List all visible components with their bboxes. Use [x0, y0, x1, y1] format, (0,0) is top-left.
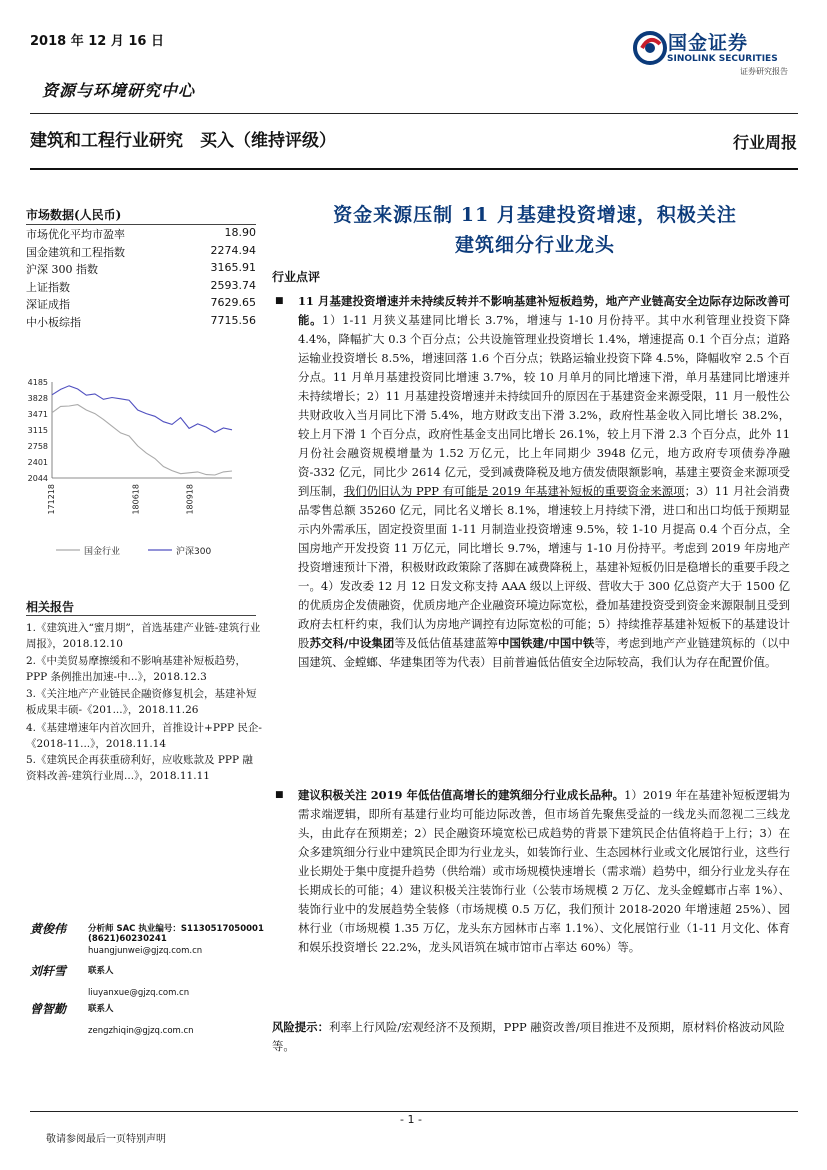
- paragraph-1: [298, 292, 790, 672]
- analyst-role: 联系人: [88, 966, 114, 976]
- analyst-role: 分析师 SAC 执业编号：S1130517050001: [88, 924, 264, 934]
- market-data-title: 市场数据(人民币): [26, 208, 122, 222]
- related-reports-title: 相关报告: [26, 600, 75, 614]
- report-type: 行业周报: [732, 133, 797, 152]
- x-tick-label: 180618: [131, 484, 141, 515]
- paragraph-2: [298, 786, 790, 957]
- risk-text: 利率上行风险/宏观经济不及预期，PPP 融资改善/项目推进不及预期，原材料价格波动风险等。: [272, 1020, 785, 1053]
- market-row: [26, 314, 256, 332]
- market-key: 上证指数: [26, 280, 70, 294]
- market-row: [26, 226, 256, 244]
- analyst-email[interactable]: liuyanxue@gjzq.com.cn: [88, 988, 190, 998]
- bullet-icon: ■: [275, 296, 284, 306]
- analyst-name: 黄俊伟: [30, 922, 67, 936]
- p1-company-2: 中国铁建/中国中铁: [498, 636, 595, 650]
- p1-text-b: ；3）11 月社会消费品零售总额 35260 亿元，同比名义增长 8.1%，增速较上月持续下滑，进口和出口均低于预期显示内外需承压，固定投资里面 1-11 月制造业投资增速 9.5%，较 1-10 月提高 0.4 个百分点，全国房地产开发投资 11 万亿元，同比增长 9.7%，增速与 1-10 月份持平。考虑到 2019 年房地产投资增速预计下滑，积极财政政策除了落脚在减费降税上，基建补短板仍旧是稳增长的重要手段之一。4）发改委 12 月 12 日发文称支持 AAA 级以上评级、营收大于 300 亿总资产大于 1500 亿的优质房企发债融资，优质房地产企业融资环境边际宽松，叠加基建投资受到资金来源限制且受到政府去杠杆约束，我们认为房地产调控有边际宽松的可能；5）持续推荐基建补短板下的基建设计股: [298, 484, 790, 650]
- report-title-line1: 资金来源压制 11 月基建投资增速，积极关注: [333, 204, 737, 226]
- header-rule-thick: [30, 168, 798, 170]
- y-tick-label: 2401: [27, 457, 48, 467]
- analyst-name: 刘轩雪: [30, 964, 67, 978]
- logo-sub-text: 证券研究报告: [740, 67, 788, 76]
- p1-company-1: 苏交科/中设集团: [309, 636, 395, 650]
- p1-lead: 11 月基建投资增速并未持续反转并不影响基建补短板趋势，地产产业链高安全边际存边际改善可能。: [298, 294, 790, 327]
- y-tick-label: 4185: [27, 378, 48, 387]
- report-title-line2: 建筑细分行业龙头: [454, 234, 615, 256]
- risk-label: 风险提示：: [272, 1020, 329, 1034]
- market-key: 中小板综指: [26, 315, 81, 329]
- market-row: [26, 261, 256, 279]
- x-tick-label: 171218: [47, 484, 56, 515]
- risk-warning: [272, 1018, 792, 1056]
- market-value: 2593.74: [210, 278, 256, 292]
- related-report-item[interactable]: 4.《基建增速年内首次回升，首推设计+PPP 民企-《2018-11...》，2018.11.14: [26, 722, 262, 750]
- header-rule: [30, 113, 798, 114]
- analyst-role: 联系人: [88, 1004, 114, 1014]
- series-line-2: [52, 386, 232, 433]
- market-value: 2274.94: [210, 243, 256, 257]
- market-row: [26, 244, 256, 262]
- report-title: [270, 200, 800, 260]
- bullet-icon: ■: [275, 790, 284, 800]
- market-key: 沪深 300 指数: [26, 263, 98, 276]
- y-tick-label: 2758: [27, 441, 48, 451]
- index-chart: [20, 370, 260, 570]
- logo-cn-text: 国金证券: [668, 32, 749, 54]
- p2-lead: 建议积极关注 2019 年低估值高增长的建筑细分行业成长品种。: [298, 788, 625, 802]
- p2-text: 1）2019 年在基建补短板逻辑为需求端逻辑，即所有基建行业均可能边际改善，但市场首先聚焦受益的一线龙头而忽视二三线龙头，由此存在预期差；2）民企融资环境宽松已成趋势的背景下建筑民企估值将趋于上行；3）在众多建筑细分行业中建筑民企即为行业龙头，如装饰行业、生态园林行业或文化展馆行业，这些行业长期处于集中度提升趋势（供给端）或市场规模快速增长（需求端）趋势中，细分行业龙头存在长期成长的可能；4）建议积极关注装饰行业（公装市场规模 2 万亿、龙头金螳螂市占率 1%）、装饰行业中的发展趋势全装修（市场规模 0.5 万亿，我们预计 2018-2020 年增速超 25%）、园林行业（市场规模 1.35 万亿，龙头东方园林市占率 1.1%）、文化展馆行业（1-11 月文化、体育和娱乐投资增长 22.2%，龙头风语筑在城市馆市占率达 60%）等。: [298, 788, 790, 954]
- market-key: 国金建筑和工程指数: [26, 245, 125, 259]
- market-value: 7629.65: [210, 296, 256, 309]
- industry-rating: 建筑和工程行业研究 买入（维持评级）: [30, 131, 336, 151]
- p1-underline: 我们仍旧认为 PPP 有可能是 2019 年基建补短板的重要资金来源项: [343, 484, 685, 498]
- legend-label: 沪深300: [176, 547, 212, 557]
- x-tick-label: 180918: [185, 484, 195, 515]
- market-value: 3165.91: [210, 261, 256, 274]
- analyst-name: 曾智勤: [30, 1002, 67, 1016]
- footer-disclaimer: 敬请参阅最后一页特别声明: [46, 1134, 166, 1145]
- series-line-1: [52, 405, 232, 475]
- market-data-table: [26, 226, 256, 336]
- footer-rule: [30, 1111, 798, 1112]
- market-row: [26, 279, 256, 297]
- related-report-item[interactable]: 3.《关注地产产业链民企融资修复机会，基建补短板成果丰硕-《201...》，2018.11.26: [26, 688, 257, 716]
- market-key: 深证成指: [26, 298, 70, 311]
- market-value: 18.90: [224, 226, 256, 239]
- related-reports-rule: [26, 615, 256, 616]
- section-heading: 行业点评: [272, 270, 321, 284]
- market-key: 市场优化平均市盈率: [26, 228, 125, 241]
- logo-en-text: SINOLINK SECURITIES: [667, 54, 778, 64]
- y-tick-label: 3115: [27, 425, 48, 435]
- analyst-email[interactable]: zengzhiqin@gjzq.com.cn: [88, 1026, 194, 1036]
- p1-text-c: 等及低估值基建蓝筹: [394, 636, 498, 650]
- y-tick-label: 3471: [27, 410, 48, 420]
- page-number: - 1 -: [400, 1113, 422, 1126]
- market-data-rule: [26, 224, 256, 225]
- legend-label: 国金行业: [84, 547, 121, 557]
- analyst-phone: (8621)60230241: [88, 934, 167, 944]
- research-center: 资源与环境研究中心: [42, 81, 196, 100]
- report-date: 2018 年 12 月 16 日: [30, 34, 164, 49]
- y-tick-label: 2044: [27, 474, 48, 483]
- p1-text-d: 等，考虑到地产产业链建筑标的（以中国建筑、金螳螂、华建集团等为代表）目前普遍低估值安全边际较高，我们认为存在配置价值。: [298, 636, 790, 669]
- related-report-item[interactable]: 1.《建筑进入“蜜月期”，首选基建产业链-建筑行业周报》，2018.12.10: [26, 622, 261, 650]
- related-report-item[interactable]: 2.《中美贸易摩擦缓和不影响基建补短板趋势，PPP 条例推出加速-中...》，2018.12.3: [26, 655, 247, 683]
- market-value: 7715.56: [210, 313, 256, 327]
- market-row: [26, 296, 256, 314]
- y-tick-label: 3828: [27, 394, 48, 404]
- related-report-item[interactable]: 5.《建筑民企再获重磅利好，应收账款及 PPP 融资料改善-建筑行业周...》，2018.11.11: [26, 754, 253, 782]
- analyst-email[interactable]: huangjunwei@gjzq.com.cn: [88, 946, 203, 956]
- p1-text-a: 1）1-11 月狭义基建同比增长 3.7%，增速与 1-10 月份持平。其中水利管理业投资下降 4.4%，降幅扩大 0.3 个百分点；公共设施管理业投资增长 1.4%，增速提高 0.1 个百分点；道路运输业投资增长 8.5%，增速回落 1.6 个百分点；铁路运输业投资下降 4.5%，降幅收窄 2.5 个百分点。11 月单月基建投资同比增速 3.7%，较 10 月单月的同比增速下滑，单月基建同比增速并未持续增长；2）11 月基建投资增速并未持续回升的原因在于基建资金来源受限，11 月一般性公共财政收入当月同比下滑 5.4%，地方财政支出下滑 3.2%，政府性基金收入同比增长 38.2%，较上月下滑 1 个百分点，政府性基金支出同比增长 26.1%，较上月下滑 2.3 个百分点，此外 11 月份社会融资规模增量为 1.52 万亿元，比上年同期少 3948 亿元，地方政府专项债券净融资-332 亿元，同比少 2614 亿元，受到减费降税及地方债发债限额影响，基建主要资金来源项受到压制，: [298, 313, 790, 498]
